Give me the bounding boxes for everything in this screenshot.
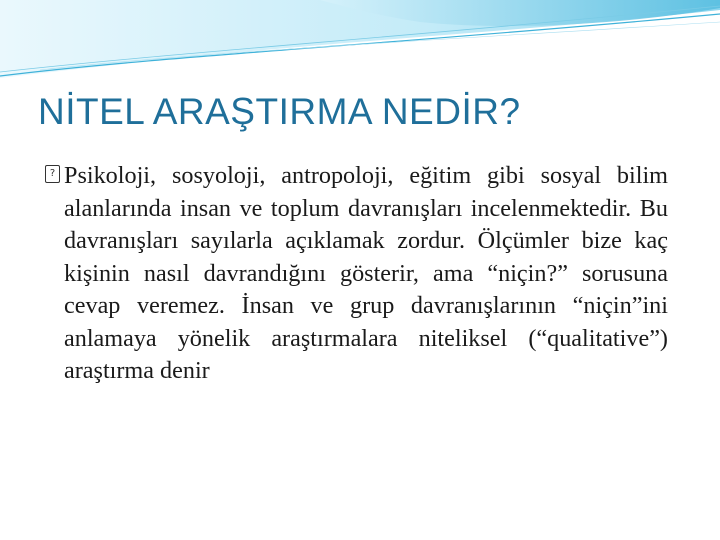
header-wave-decoration	[0, 0, 720, 80]
missing-glyph-icon: ?	[45, 165, 60, 183]
slide-title: NİTEL ARAŞTIRMA NEDİR?	[38, 91, 521, 132]
slide-body-paragraph	[49, 160, 668, 388]
body-text: Psikoloji, sosyoloji, antropoloji, eğitim gibi sosyal bilim alanlarında insan ve toplum davranışları incelenmektedir. Bu davranışları sayılarla açıklamak zordur. Ölçümler bize kaç kişinin nasıl davrandığını gösterir, ama “niçin?” sorusuna cevap veremez. İnsan ve grup davranışlarının “niçin”ini anlamaya yönelik araştırmalara niteliksel (“qualitative”) araştırma denir	[64, 162, 668, 384]
